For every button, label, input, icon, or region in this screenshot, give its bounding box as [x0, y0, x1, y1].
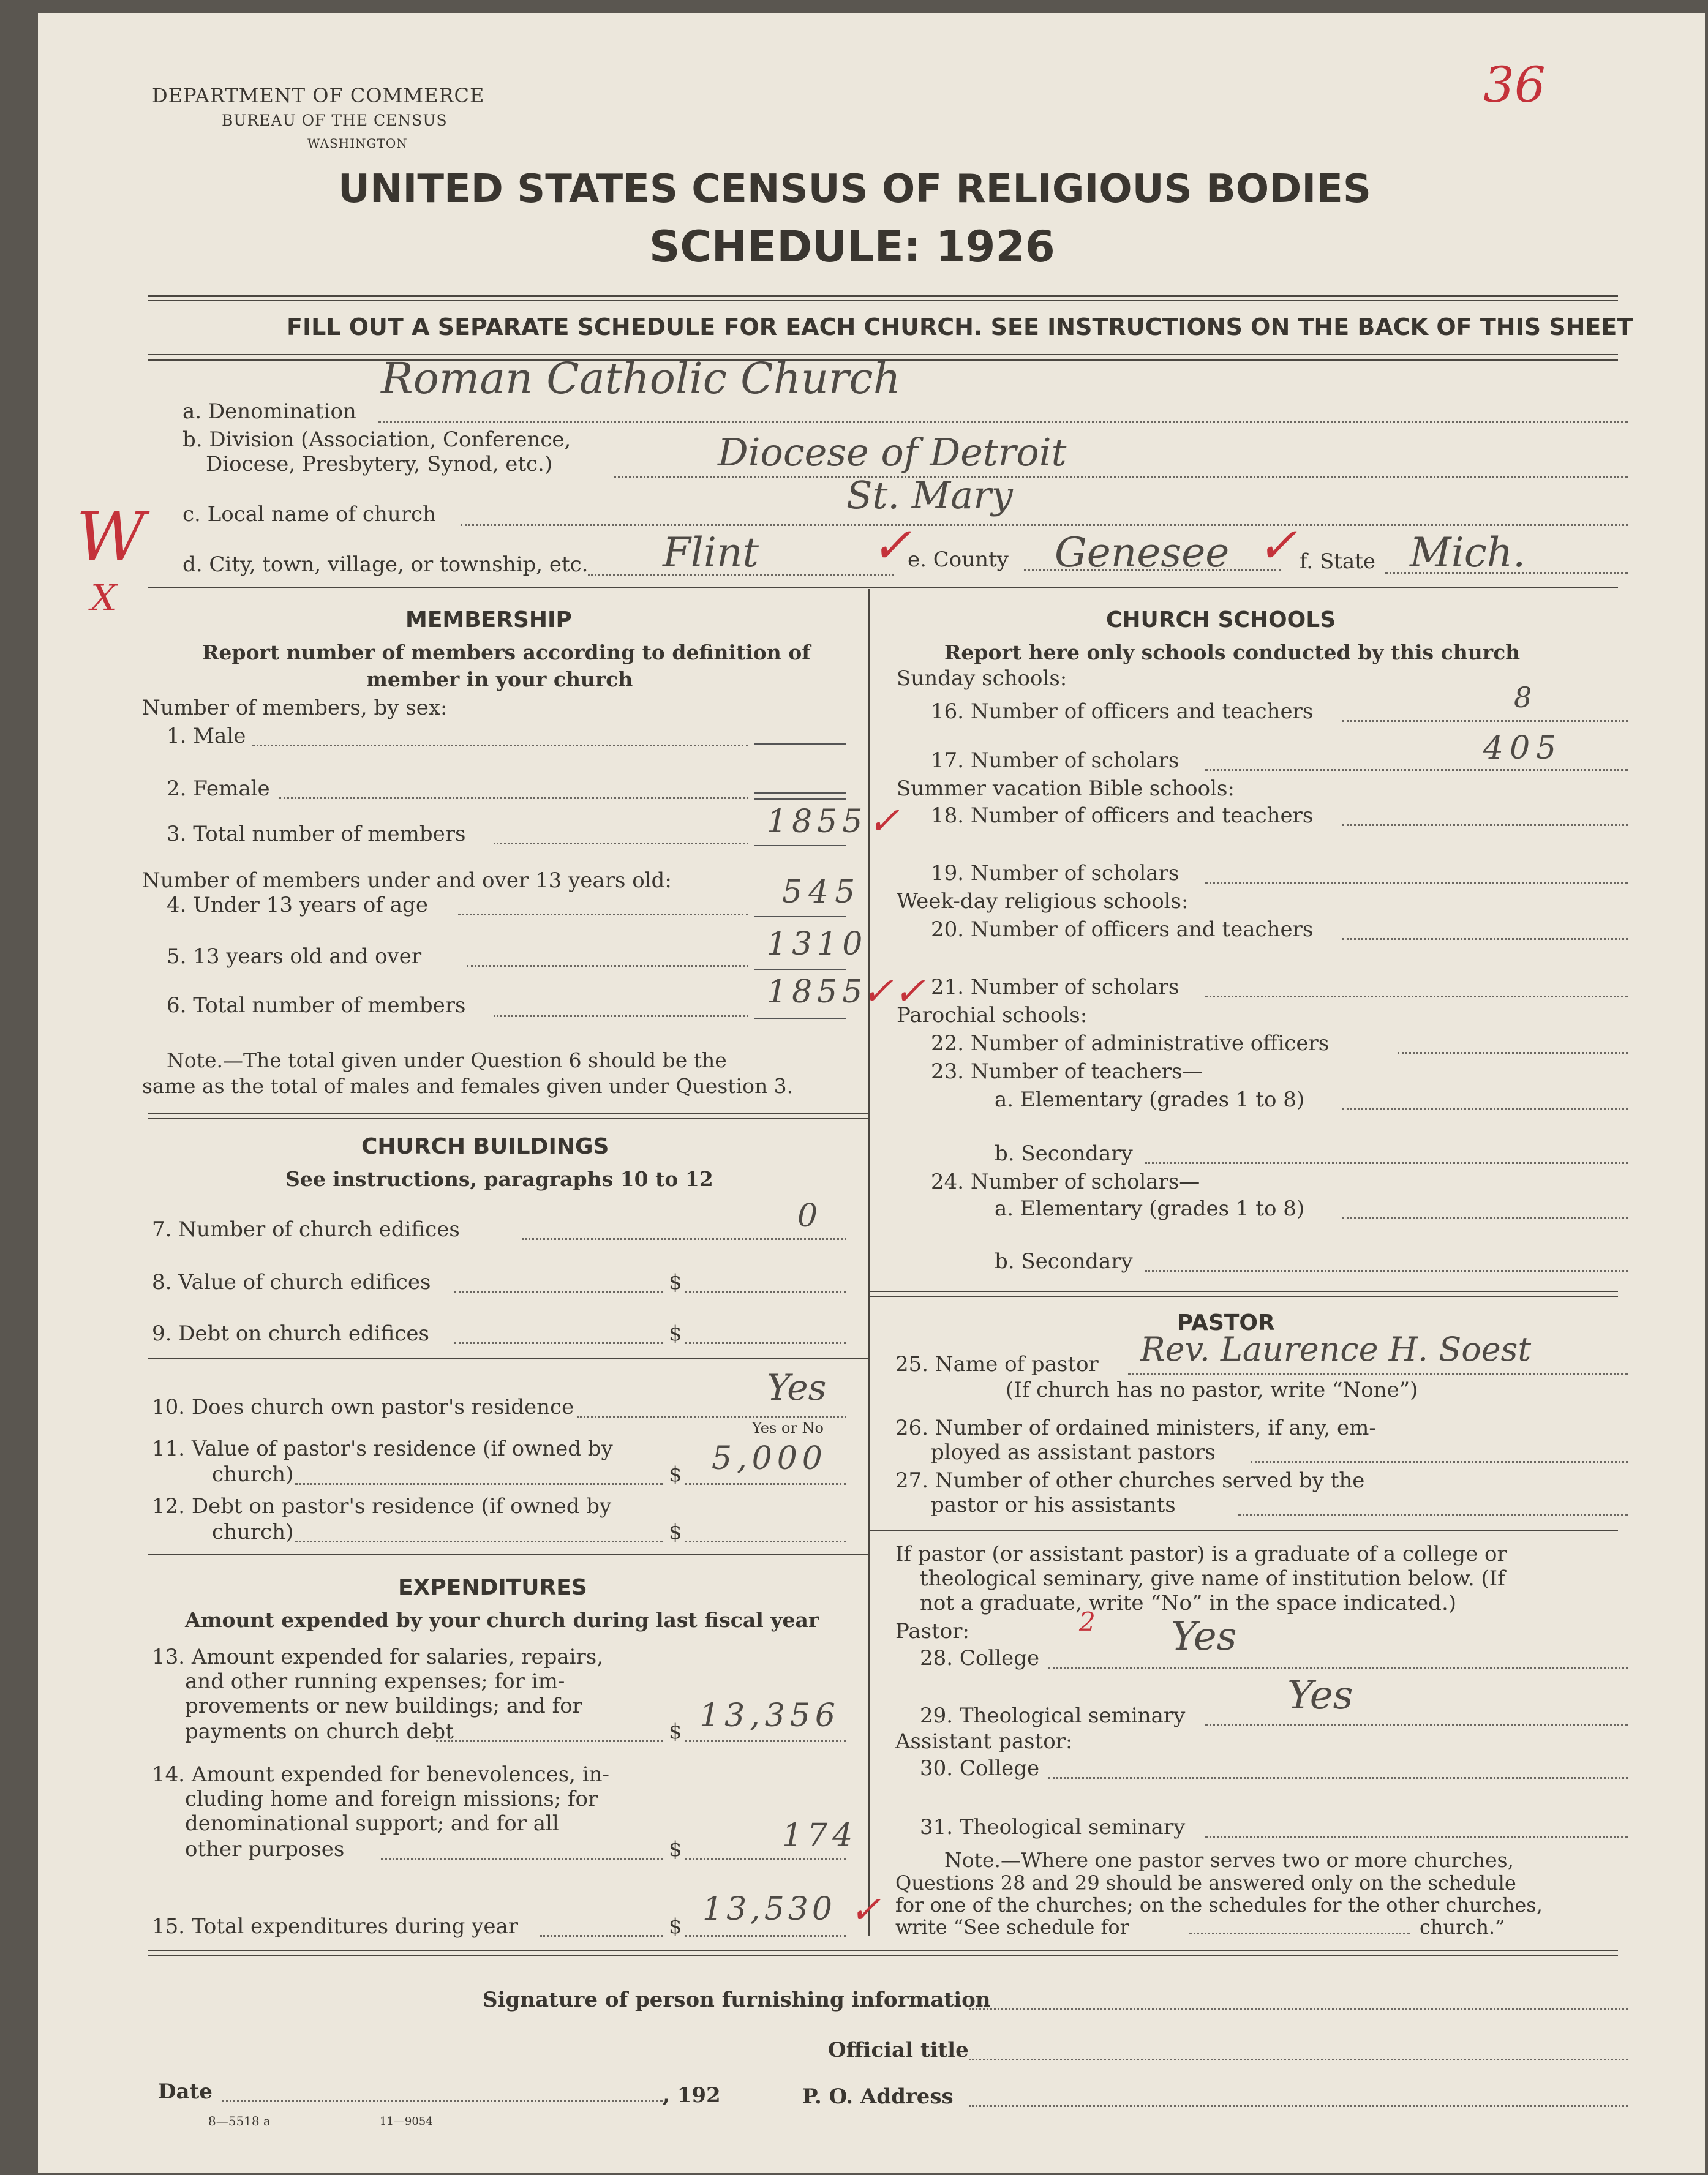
sunday-label: Sunday schools:	[897, 666, 1067, 691]
q31-label: 31. Theological seminary	[920, 1815, 1186, 1839]
city-label: d. City, town, village, or township, etc.	[182, 552, 589, 577]
q14-label-3: denominational support; and for all	[185, 1811, 559, 1836]
q14-value: 174	[782, 1817, 858, 1854]
dollar-sign: $	[669, 1462, 682, 1487]
yes-no-hint: Yes or No	[752, 1419, 824, 1437]
q10-label: 10. Does church own pastor's residence	[152, 1395, 574, 1419]
dollar-sign: $	[669, 1719, 682, 1744]
q27-label-2: pastor or his assistants	[931, 1493, 1176, 1517]
q2-label: 2. Female	[167, 776, 270, 801]
q18-label: 18. Number of officers and teachers	[931, 803, 1314, 828]
official-title-label: Official title	[828, 2038, 969, 2062]
q11-label-2: church)	[212, 1462, 294, 1487]
q16-label: 16. Number of officers and teachers	[931, 699, 1314, 724]
q7-value: 0	[797, 1198, 818, 1234]
pastor-note-3: for one of the churches; on the schedules for the other churches,	[895, 1893, 1543, 1917]
weekday-label: Week-day religious schools:	[897, 889, 1189, 914]
q28-label: 28. College	[920, 1646, 1040, 1670]
q11-label: 11. Value of pastor's residence (if owned by	[152, 1437, 613, 1461]
q15-label: 15. Total expenditures during year	[152, 1914, 519, 1939]
check-mark: ✓	[849, 1887, 881, 1932]
q14-label: 14. Amount expended for benevolences, in-	[152, 1762, 610, 1787]
expenditures-heading: EXPENDITURES	[398, 1575, 587, 1600]
q13-value: 13,356	[699, 1697, 840, 1734]
date-label: Date	[158, 2079, 213, 2104]
membership-note-2: same as the total of males and females given under Question 3.	[142, 1074, 794, 1098]
q7-label: 7. Number of church edifices	[152, 1217, 460, 1242]
membership-intro-2: member in your church	[366, 667, 633, 691]
q13-label: 13. Amount expended for salaries, repairs,	[152, 1645, 604, 1669]
dollar-sign: $	[669, 1837, 682, 1861]
column-divider	[868, 589, 870, 1936]
membership-note: Note.—The total given under Question 6 should be the	[167, 1048, 727, 1072]
print-number: 11—9054	[380, 2115, 433, 2128]
check-mark: ✓	[868, 798, 900, 843]
bureau-name: BUREAU OF THE CENSUS	[222, 111, 448, 129]
state-value: Mich.	[1410, 529, 1526, 576]
q12-label: 12. Debt on pastor's residence (if owned by	[152, 1494, 612, 1519]
state-label: f. State	[1300, 549, 1375, 574]
margin-mark-x: X	[91, 577, 117, 620]
division-label-2: Diocese, Presbytery, Synod, etc.)	[206, 452, 553, 476]
q13-label-3: provements or new buildings; and for	[185, 1694, 582, 1718]
q6-label: 6. Total number of members	[167, 993, 466, 1018]
q23b-label: b. Secondary	[995, 1141, 1133, 1166]
division-value: Diocese of Detroit	[718, 430, 1067, 475]
schools-heading: CHURCH SCHOOLS	[1106, 607, 1336, 633]
q1-label: 1. Male	[167, 724, 246, 748]
graduate-note-3: not a graduate, write “No” in the space indicated.)	[920, 1591, 1457, 1615]
q5-value: 1310	[767, 926, 868, 963]
q3-value: 1855	[767, 803, 868, 840]
header-rule	[148, 300, 1618, 301]
form-number: 8—5518 a	[208, 2114, 271, 2128]
q28-value: Yes	[1171, 1614, 1237, 1659]
q21-label: 21. Number of scholars	[931, 975, 1179, 999]
dollar-sign: $	[669, 1914, 682, 1939]
year-label: , 192	[663, 2083, 721, 2108]
denomination-value: Roman Catholic Church	[381, 353, 901, 404]
check-mark: ✓	[871, 517, 912, 574]
check-mark: ✓	[1257, 517, 1298, 574]
q20-label: 20. Number of officers and teachers	[931, 917, 1314, 942]
city-name: WASHINGTON	[307, 136, 408, 151]
q4-label: 4. Under 13 years of age	[167, 893, 428, 917]
graduate-note-2: theological seminary, give name of institution below. (If	[920, 1566, 1505, 1591]
pastor-note-5: church.”	[1420, 1915, 1505, 1939]
pastor-heading: PASTOR	[1177, 1310, 1275, 1335]
q14-label-2: cluding home and foreign missions; for	[185, 1787, 598, 1811]
q24-label: 24. Number of scholars—	[931, 1170, 1200, 1194]
membership-heading: MEMBERSHIP	[405, 607, 572, 633]
membership-intro: Report number of members according to definition of	[202, 640, 811, 664]
q25-value: Rev. Laurence H. Soest	[1140, 1330, 1532, 1369]
q29-label: 29. Theological seminary	[920, 1704, 1186, 1728]
pastor-note-2: Questions 28 and 29 should be answered only on the schedule	[895, 1871, 1516, 1895]
summer-label: Summer vacation Bible schools:	[897, 776, 1235, 801]
q25-note: (If church has no pastor, write “None”)	[1006, 1378, 1418, 1402]
local-name-value: St. Mary	[846, 473, 1013, 517]
q3-label: 3. Total number of members	[167, 822, 466, 846]
q4-value: 545	[782, 874, 862, 911]
county-value: Genesee	[1055, 529, 1230, 576]
q15-value: 13,530	[702, 1891, 836, 1928]
denomination-label: a. Denomination	[182, 399, 356, 424]
parochial-label: Parochial schools:	[897, 1003, 1088, 1027]
q26-label-2: ployed as assistant pastors	[931, 1440, 1216, 1465]
q22-label: 22. Number of administrative officers	[931, 1031, 1330, 1056]
instruction-banner: FILL OUT A SEPARATE SCHEDULE FOR EACH CHURCH. SEE INSTRUCTIONS ON THE BACK OF THIS SHEET	[287, 314, 1633, 340]
asst-label: Assistant pastor:	[895, 1729, 1073, 1754]
form-title: UNITED STATES CENSUS OF RELIGIOUS BODIES	[338, 167, 1371, 212]
division-label: b. Division (Association, Conference,	[182, 427, 571, 452]
q10-value: Yes	[767, 1367, 827, 1408]
buildings-heading: CHURCH BUILDINGS	[361, 1134, 609, 1159]
q23-label: 23. Number of teachers—	[931, 1059, 1203, 1084]
pastor-label: Pastor:	[895, 1619, 969, 1643]
q25-label: 25. Name of pastor	[895, 1352, 1099, 1377]
po-address-label: P. O. Address	[802, 2084, 954, 2109]
dept-name: DEPARTMENT OF COMMERCE	[152, 84, 485, 107]
header-rule	[148, 295, 1618, 297]
pastor-note-4: write “See schedule for	[895, 1915, 1129, 1939]
q19-label: 19. Number of scholars	[931, 861, 1179, 885]
q17-label: 17. Number of scholars	[931, 748, 1179, 773]
q24a-label: a. Elementary (grades 1 to 8)	[995, 1196, 1305, 1221]
schools-sub: Report here only schools conducted by this church	[944, 640, 1521, 664]
dollar-sign: $	[669, 1520, 682, 1544]
q16-value: 8	[1514, 681, 1532, 714]
q29-value: Yes	[1287, 1673, 1353, 1718]
q6-value: 1855	[767, 974, 868, 1010]
q5-label: 5. 13 years old and over	[167, 944, 422, 969]
q13-label-4: payments on church debt	[185, 1719, 454, 1744]
q11-value: 5,000	[712, 1440, 827, 1477]
by-sex-label: Number of members, by sex:	[142, 696, 448, 720]
q27-label: 27. Number of other churches served by the	[895, 1468, 1365, 1493]
buildings-sub: See instructions, paragraphs 10 to 12	[285, 1167, 713, 1191]
q23a-label: a. Elementary (grades 1 to 8)	[995, 1088, 1305, 1112]
dollar-sign: $	[669, 1321, 682, 1346]
q24b-label: b. Secondary	[995, 1249, 1133, 1274]
pastor-note: Note.—Where one pastor serves two or more churches,	[944, 1848, 1514, 1872]
q13-label-2: and other running expenses; for im-	[185, 1669, 565, 1694]
check-marks: ✓✓	[862, 969, 925, 1013]
expenditures-sub: Amount expended by your church during last fiscal year	[185, 1608, 819, 1632]
signature-label: Signature of person furnishing information	[483, 1988, 991, 2012]
county-label: e. County	[908, 547, 1009, 572]
city-value: Flint	[663, 529, 759, 576]
q17-value: 405	[1483, 730, 1563, 767]
q9-label: 9. Debt on church edifices	[152, 1321, 429, 1346]
pastor-mark: 2	[1079, 1607, 1096, 1637]
local-name-label: c. Local name of church	[182, 502, 436, 527]
graduate-note: If pastor (or assistant pastor) is a graduate of a college or	[895, 1542, 1507, 1566]
q14-label-4: other purposes	[185, 1837, 345, 1861]
page-number: 36	[1483, 56, 1546, 113]
by-age-label: Number of members under and over 13 years old:	[142, 868, 672, 893]
q26-label: 26. Number of ordained ministers, if any, em-	[895, 1416, 1376, 1440]
q30-label: 30. College	[920, 1756, 1040, 1781]
schedule-title: SCHEDULE: 1926	[649, 222, 1055, 272]
dollar-sign: $	[669, 1270, 682, 1294]
census-form-sheet	[38, 13, 1705, 2173]
q8-label: 8. Value of church edifices	[152, 1270, 431, 1294]
q12-label-2: church)	[212, 1520, 294, 1544]
margin-mark-w: W	[76, 497, 146, 576]
